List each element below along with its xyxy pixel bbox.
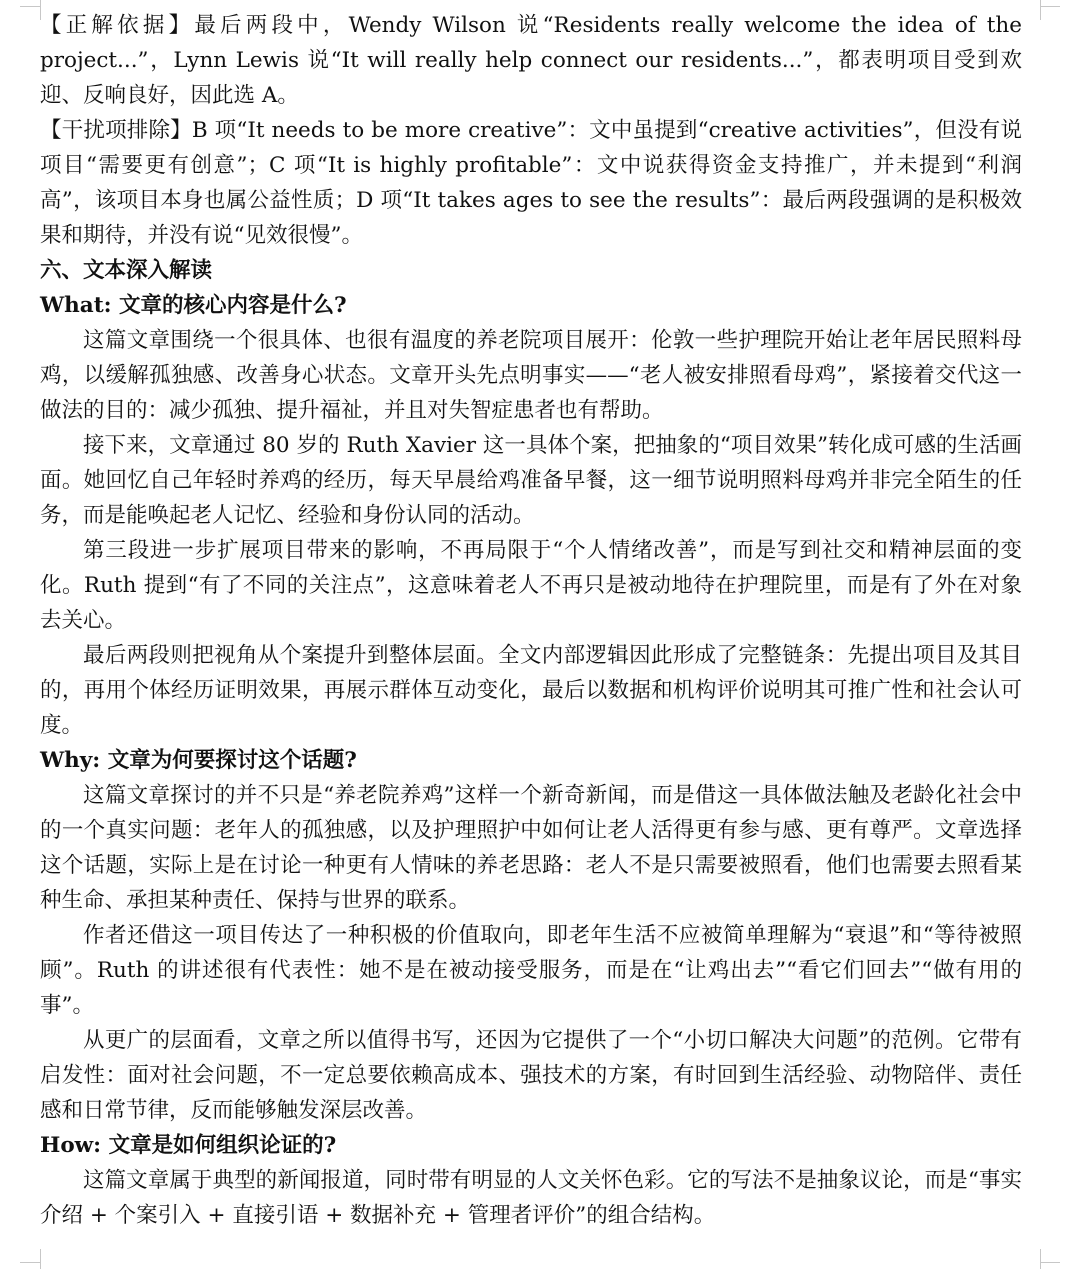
crop-mark-bottom-left-v <box>40 1249 41 1269</box>
crop-mark-top-right-v <box>1040 0 1041 20</box>
crop-mark-bottom-right-h <box>1040 1262 1060 1263</box>
what-paragraph: 第三段进一步扩展项目带来的影响，不再局限于“个人情绪改善”，而是写到社交和精神层面的变化。Ruth 提到“有了不同的关注点”，这意味着老人不再只是被动地待在护理院里，而是有了外在对象去关心。 <box>40 538 1022 633</box>
correct-basis-paragraph <box>40 8 1022 113</box>
what-heading: What: 文章的核心内容是什么? <box>40 293 347 318</box>
document-body <box>40 8 1022 1233</box>
distractor-label: 【干扰项排除】 <box>40 118 192 143</box>
why-heading: Why: 文章为何要探讨这个话题? <box>40 748 357 773</box>
section-title: 六、文本深入解读 <box>40 258 213 283</box>
why-paragraph: 从更广的层面看，文章之所以值得书写，还因为它提供了一个“小切口解决大问题”的范例。它带有启发性：面对社会问题，不一定总要依赖高成本、强技术的方案，有时回到生活经验、动物陪伴、责任感和日常节律，反而能够触发深层改善。 <box>40 1028 1022 1123</box>
crop-mark-top-left-h <box>20 6 40 7</box>
what-paragraph: 最后两段则把视角从个案提升到整体层面。全文内部逻辑因此形成了完整链条：先提出项目及其目的，再用个体经历证明效果，再展示群体互动变化，最后以数据和机构评价说明其可推广性和社会认可度。 <box>40 643 1022 738</box>
correct-basis-text: 最后两段中，Wendy Wilson 说“Residents really welcome the idea of the project...”，Lynn Lewis 说“It will really help connect our residents...”，都表明项目受到欢迎、反响良好，因此选 A。 <box>40 13 1022 108</box>
crop-mark-bottom-left-h <box>20 1262 40 1263</box>
what-paragraph: 这篇文章围绕一个很具体、也很有温度的养老院项目展开：伦敦一些护理院开始让老年居民照料母鸡，以缓解孤独感、改善身心状态。文章开头先点明事实——“老人被安排照看母鸡”，紧接着交代这一做法的目的：减少孤独、提升福祉，并且对失智症患者也有帮助。 <box>40 328 1022 423</box>
distractor-paragraph <box>40 113 1022 253</box>
correct-basis-label: 【正解依据】 <box>40 13 195 38</box>
distractor-text: B 项“It needs to be more creative”：文中虽提到“creative activities”，但没有说项目“需要更有创意”；C 项“It is highly profitable”：文中说获得资金支持推广，并未提到“利润高”，该项目本身也属公益性质；D 项“It takes ages to see the results”：最后两段强调的是积极效果和期待，并没有说“见效很慢”。 <box>40 118 1022 248</box>
crop-mark-bottom-right-v <box>1040 1249 1041 1269</box>
crop-mark-top-right-h <box>1040 6 1060 7</box>
what-paragraph: 接下来，文章通过 80 岁的 Ruth Xavier 这一具体个案，把抽象的“项目效果”转化成可感的生活画面。她回忆自己年轻时养鸡的经历，每天早晨给鸡准备早餐，这一细节说明照料母鸡并非完全陌生的任务，而是能唤起老人记忆、经验和身份认同的活动。 <box>40 433 1022 528</box>
how-paragraph: 这篇文章属于典型的新闻报道，同时带有明显的人文关怀色彩。它的写法不是抽象议论，而是“事实介绍 + 个案引入 + 直接引语 + 数据补充 + 管理者评价”的组合结构。 <box>40 1168 1022 1228</box>
how-heading: How: 文章是如何组织论证的? <box>40 1133 337 1158</box>
why-paragraph: 这篇文章探讨的并不只是“养老院养鸡”这样一个新奇新闻，而是借这一具体做法触及老龄化社会中的一个真实问题：老年人的孤独感，以及护理照护中如何让老人活得更有参与感、更有尊严。文章选择这个话题，实际上是在讨论一种更有人情味的养老思路：老人不是只需要被照看，他们也需要去照看某种生命、承担某种责任、保持与世界的联系。 <box>40 783 1022 913</box>
why-paragraph: 作者还借这一项目传达了一种积极的价值取向，即老年生活不应被简单理解为“衰退”和“等待被照顾”。Ruth 的讲述很有代表性：她不是在被动接受服务，而是在“让鸡出去”“看它们回去”“做有用的事”。 <box>40 923 1022 1018</box>
